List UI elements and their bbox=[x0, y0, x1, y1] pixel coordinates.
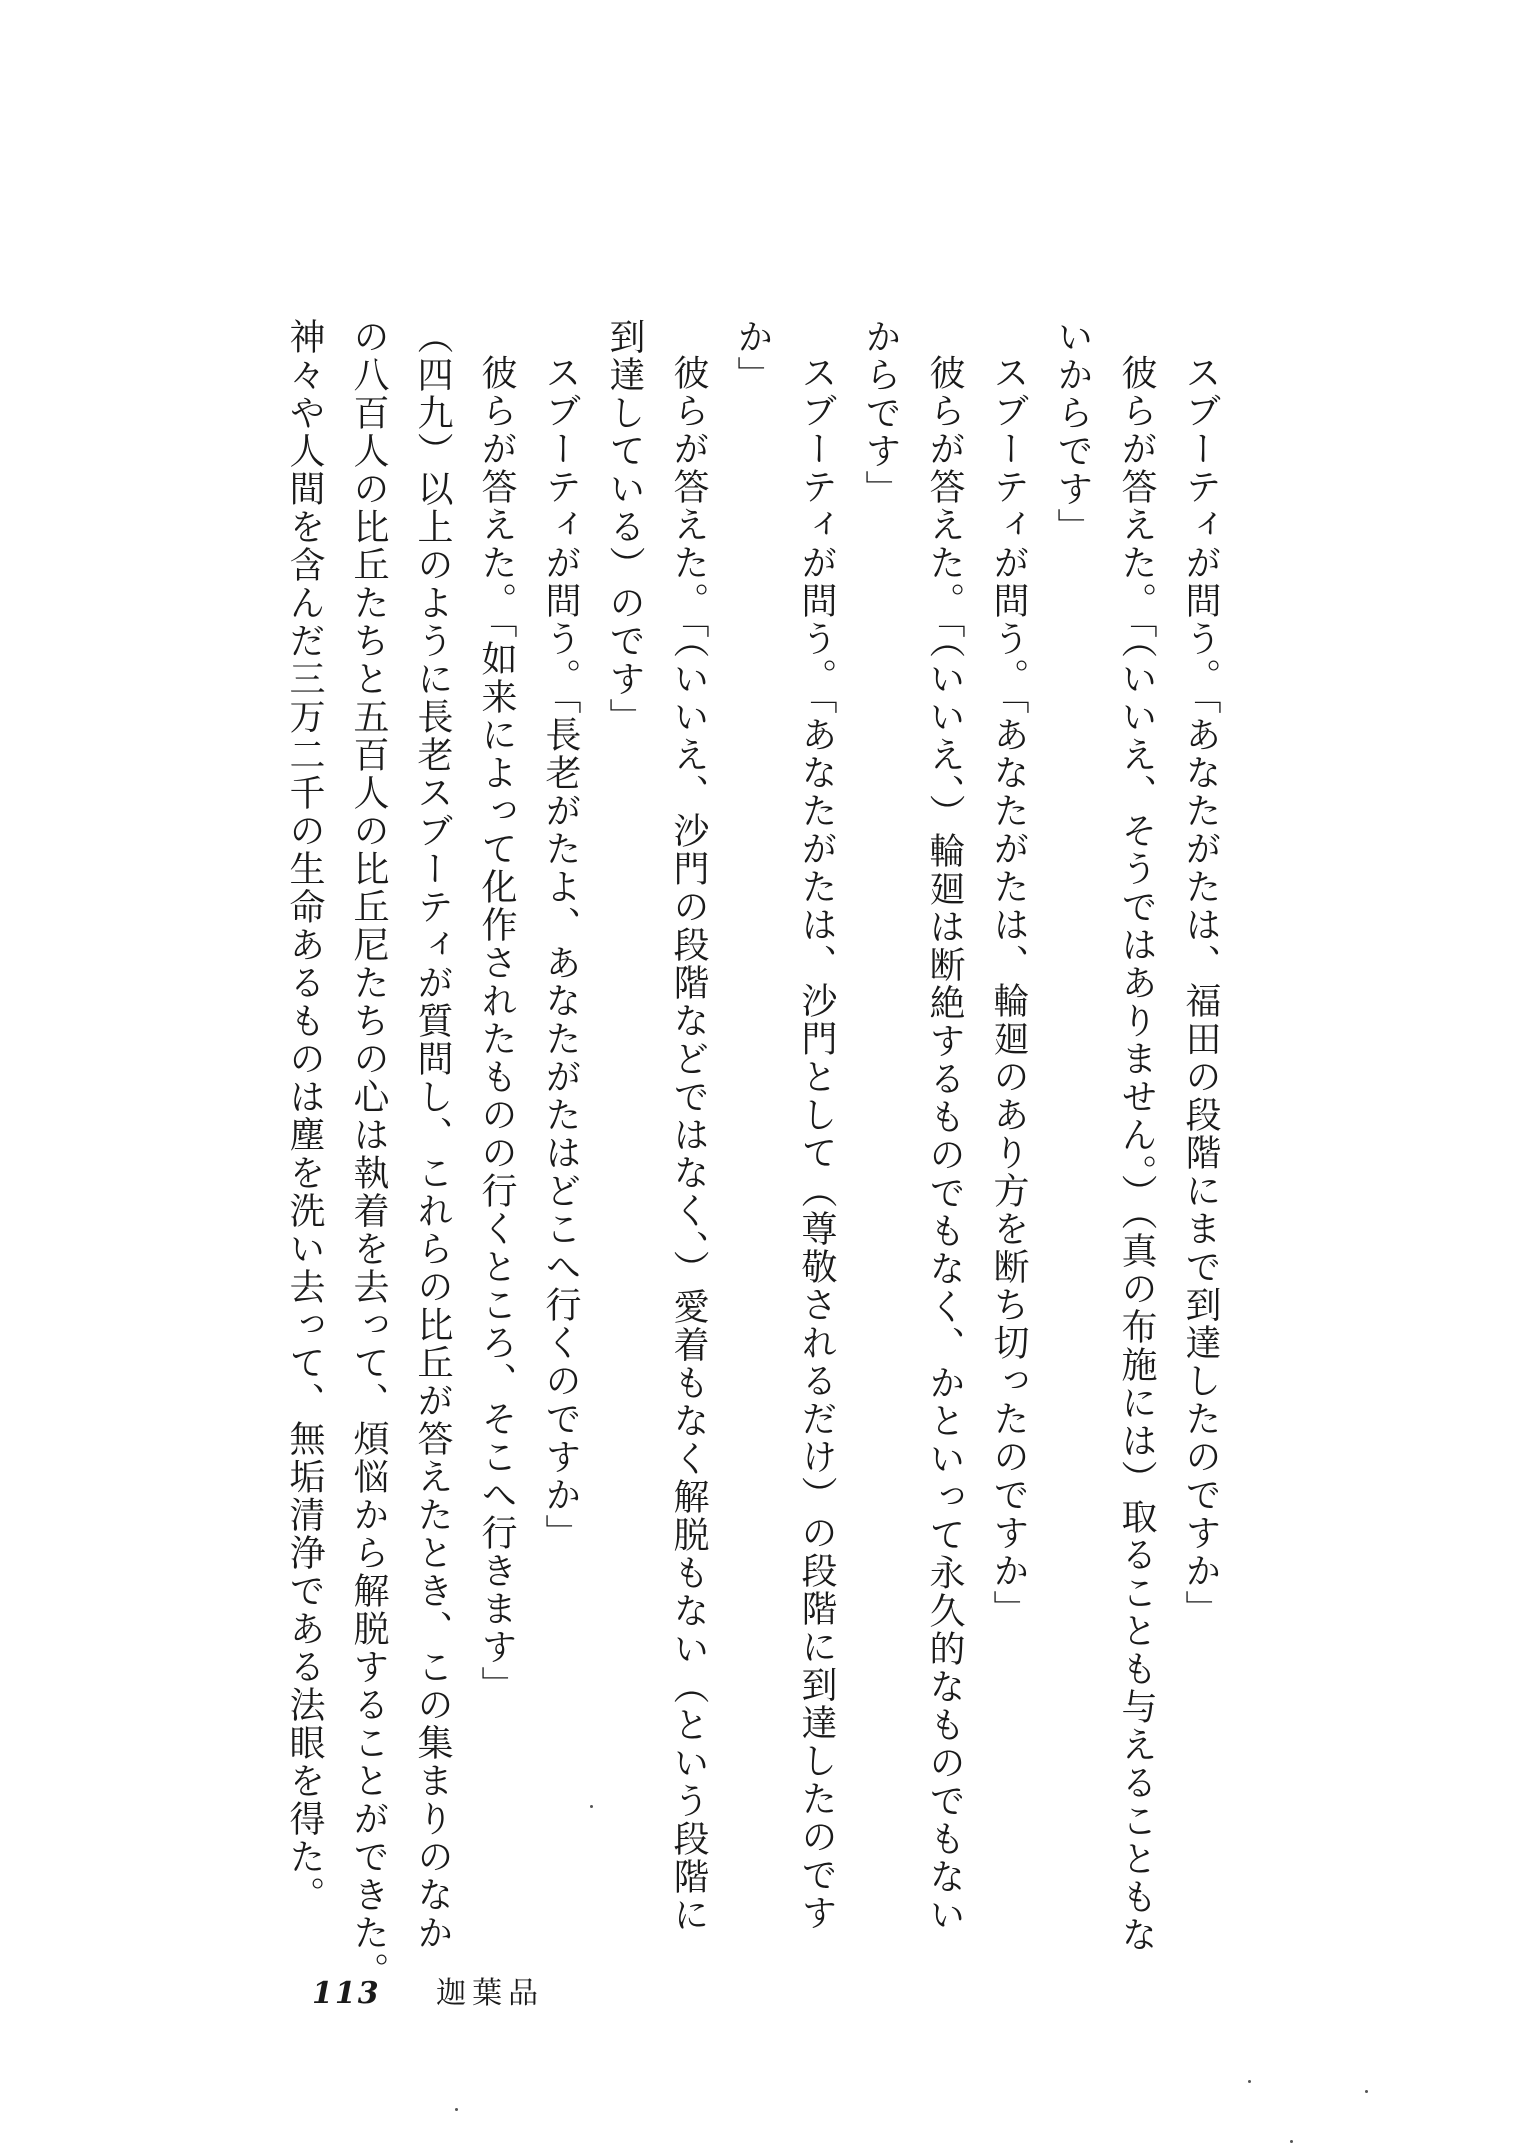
text-column: の八百人の比丘たちと五百人の比丘尼たちの心は執着を去って、煩悩から解脱することができた。 bbox=[348, 318, 389, 1990]
scan-speck bbox=[590, 1805, 593, 1808]
text-column: 彼らが答えた。「（いいえ、そうではありません。）（真の布施には）取ることも与えることもな bbox=[1116, 354, 1157, 1954]
text-column: スブーティが問う。「長老がたよ、あなたがたはどこへ行くのですか」 bbox=[540, 354, 581, 1552]
text-column: 神々や人間を含んだ三万二千の生命あるものは塵を洗い去って、無垢清浄である法眼を得た。 bbox=[284, 318, 325, 1914]
text-column: スブーティが問う。「あなたがたは、沙門として（尊敬されるだけ）の段階に到達したのです bbox=[796, 354, 837, 1932]
text-column: 彼らが答えた。「如来によって化作されたものの行くところ、そこへ行きます」 bbox=[476, 354, 517, 1704]
text-column: スブーティが問う。「あなたがたは、福田の段階にまで到達したのですか」 bbox=[1180, 354, 1221, 1628]
vertical-text-body bbox=[272, 318, 1232, 1990]
text-column: 彼らが答えた。「（いいえ、）輪廻は断絶するものでもなく、かといって永久的なものでもない bbox=[924, 354, 965, 1934]
text-column: スブーティが問う。「あなたがたは、輪廻のあり方を断ち切ったのですか」 bbox=[988, 354, 1029, 1628]
text-column: 到達している）のです」 bbox=[604, 318, 645, 736]
scan-speck bbox=[1248, 2080, 1251, 2083]
text-column: か」 bbox=[732, 318, 773, 394]
text-column: いからです」 bbox=[1052, 318, 1093, 546]
text-column: 彼らが答えた。「（いいえ、沙門の段階などではなく、）愛着もなく解脱もない（という段階に bbox=[668, 354, 709, 1934]
text-column: からです」 bbox=[860, 318, 901, 508]
scan-speck bbox=[455, 2108, 458, 2111]
scan-speck bbox=[1365, 2090, 1368, 2093]
text-column: （四九）以上のように長老スブーティが質問し、これらの比丘が答えたとき、この集まりのなか bbox=[412, 318, 453, 1952]
page-number: 113 bbox=[312, 1976, 381, 2011]
scan-speck bbox=[1290, 2140, 1293, 2143]
chapter-title: 迦葉品 bbox=[436, 1976, 545, 2011]
page-footer bbox=[312, 1968, 544, 2012]
